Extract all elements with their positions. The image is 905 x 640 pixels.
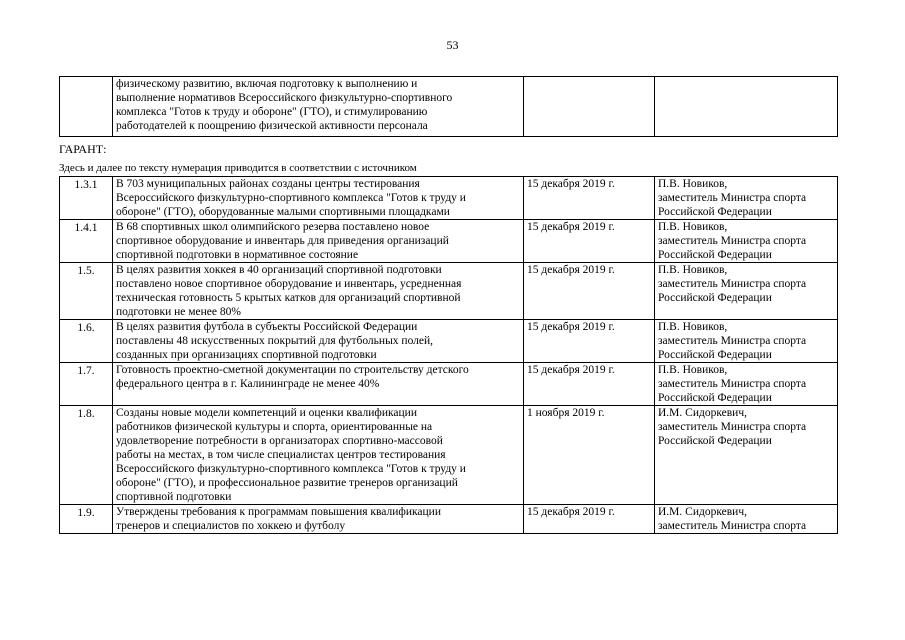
top-table: [59, 76, 838, 137]
description-line: Всероссийского физкультурно-спортивного комплекса "Готов к труду и: [116, 463, 466, 475]
description-line: обороне" (ГТО), и профессиональное развитие тренеров организаций: [116, 477, 458, 489]
page-number: 53: [446, 38, 459, 52]
item-responsible: [655, 320, 838, 363]
responsible-line: Российской Федерации: [658, 435, 772, 447]
description-line: работы на местах, в том числе специалистах центров тестирования: [116, 449, 446, 461]
item-description: [113, 220, 524, 263]
description-line: спортивной подготовки: [116, 491, 232, 503]
plan-table: [59, 176, 838, 534]
item-responsible: [655, 220, 838, 263]
responsible-line: И.М. Сидоркевич,: [658, 506, 747, 518]
item-responsible: [655, 505, 838, 534]
item-responsible: [655, 77, 838, 137]
description-line: Утверждены требования к программам повышения квалификации: [116, 506, 441, 518]
description-line: Готовность проектно-сметной документации по строительству детского: [116, 364, 469, 376]
item-description: [113, 177, 524, 220]
description-line: выполнение нормативов Всероссийского физкультурно-спортивного: [116, 92, 453, 104]
description-line: поставлено новое спортивное оборудование и инвентарь, усредненная: [116, 278, 462, 290]
responsible-line: И.М. Сидоркевич,: [658, 407, 747, 419]
description-line: В целях развития хоккея в 40 организаций спортивной подготовки: [116, 264, 442, 276]
responsible-line: заместитель Министра спорта: [658, 278, 807, 290]
item-description: [113, 363, 524, 406]
description-line: Созданы новые модели компетенций и оценки квалификации: [116, 407, 417, 419]
responsible-line: Российской Федерации: [658, 349, 772, 361]
item-description: [113, 263, 524, 320]
description-line: В целях развития футбола в субъекты Российской Федерации: [116, 321, 418, 333]
item-number: 1.5.: [60, 263, 113, 320]
responsible-line: заместитель Министра спорта: [658, 421, 807, 433]
responsible-line: заместитель Министра спорта: [658, 235, 807, 247]
description-line: обороне" (ГТО), оборудованные малыми спортивными площадками: [116, 206, 450, 218]
responsible-line: Российской Федерации: [658, 206, 772, 218]
item-number: 1.7.: [60, 363, 113, 406]
item-responsible: [655, 363, 838, 406]
responsible-line: заместитель Министра спорта: [658, 192, 807, 204]
responsible-line: заместитель Министра спорта: [658, 520, 807, 532]
table-row: [60, 406, 838, 505]
item-number: 1.4.1: [60, 220, 113, 263]
description-line: удовлетворение потребности в организаторах спортивно-массовой: [116, 435, 443, 447]
responsible-line: П.В. Новиков,: [658, 364, 728, 376]
description-line: В 68 спортивных школ олимпийского резерва поставлено новое: [116, 221, 430, 233]
responsible-line: заместитель Министра спорта: [658, 378, 807, 390]
responsible-line: П.В. Новиков,: [658, 221, 728, 233]
item-number: [60, 77, 113, 137]
table-row: [60, 177, 838, 220]
item-deadline: 15 декабря 2019 г.: [524, 505, 655, 534]
item-description: [113, 77, 524, 137]
description-line: подготовки не менее 80%: [116, 306, 241, 318]
item-deadline: 15 декабря 2019 г.: [524, 263, 655, 320]
responsible-line: Российской Федерации: [658, 292, 772, 304]
description-line: спортивной подготовки в нормативное состояние: [116, 249, 359, 261]
item-description: [113, 505, 524, 534]
responsible-line: П.В. Новиков,: [658, 178, 728, 190]
item-responsible: [655, 263, 838, 320]
description-line: федерального центра в г. Калининграде не менее 40%: [116, 378, 380, 390]
description-line: поставлены 48 искусственных покрытий для футбольных полей,: [116, 335, 434, 347]
item-number: 1.6.: [60, 320, 113, 363]
numbering-note: Здесь и далее по тексту нумерация приводится в соответствии с источником: [59, 162, 417, 174]
description-line: работников физической культуры и спорта, ориентированные на: [116, 421, 433, 433]
responsible-line: заместитель Министра спорта: [658, 335, 807, 347]
description-line: техническая готовность 5 крытых катков для организаций спортивной: [116, 292, 461, 304]
table-row: [60, 505, 838, 534]
table-row: [60, 263, 838, 320]
responsible-line: П.В. Новиков,: [658, 321, 728, 333]
item-deadline: 1 ноября 2019 г.: [524, 406, 655, 505]
item-deadline: 15 декабря 2019 г.: [524, 320, 655, 363]
table-row: [60, 320, 838, 363]
item-deadline: 15 декабря 2019 г.: [524, 220, 655, 263]
description-line: В 703 муниципальных районах созданы центры тестирования: [116, 178, 420, 190]
item-number: 1.8.: [60, 406, 113, 505]
table-row: [60, 363, 838, 406]
description-line: спортивное оборудование и инвентарь для приведения организаций: [116, 235, 449, 247]
description-line: работодателей к поощрению физической активности персонала: [116, 120, 428, 132]
description-line: тренеров и специалистов по хоккею и футболу: [116, 520, 346, 532]
responsible-line: П.В. Новиков,: [658, 264, 728, 276]
description-line: Всероссийского физкультурно-спортивного комплекса "Готов к труду и: [116, 192, 466, 204]
item-responsible: [655, 406, 838, 505]
item-description: [113, 406, 524, 505]
description-line: физическому развитию, включая подготовку к выполнению и: [116, 78, 418, 90]
item-deadline: 15 декабря 2019 г.: [524, 363, 655, 406]
item-deadline: 15 декабря 2019 г.: [524, 177, 655, 220]
table-row: [60, 77, 838, 137]
description-line: комплекса "Готов к труду и обороне" (ГТО), и стимулированию: [116, 106, 428, 118]
responsible-line: Российской Федерации: [658, 392, 772, 404]
garant-label: ГАРАНТ:: [59, 142, 107, 156]
item-deadline: [524, 77, 655, 137]
item-number: 1.9.: [60, 505, 113, 534]
item-responsible: [655, 177, 838, 220]
table-row: [60, 220, 838, 263]
responsible-line: Российской Федерации: [658, 249, 772, 261]
description-line: созданных при организациях спортивной подготовки: [116, 349, 377, 361]
item-number: 1.3.1: [60, 177, 113, 220]
item-description: [113, 320, 524, 363]
